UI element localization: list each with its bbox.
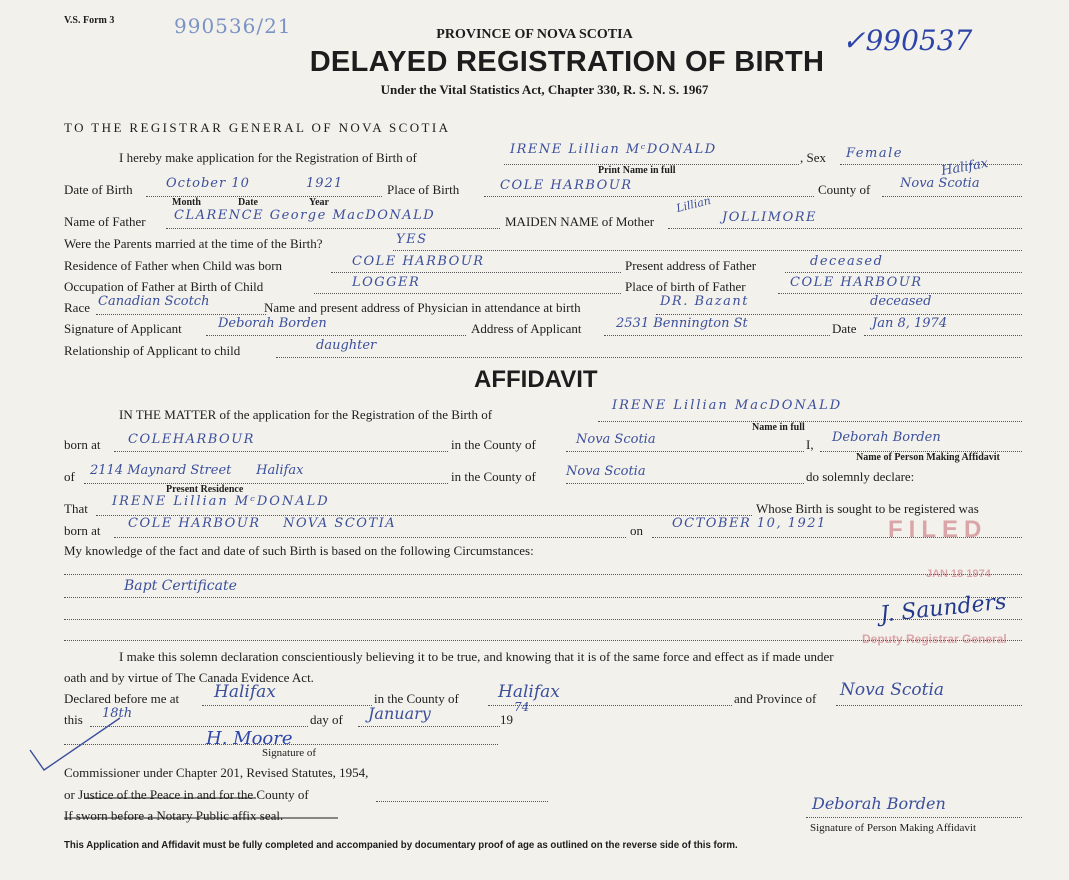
relationship-value[interactable]: daughter (316, 338, 377, 353)
county-note: Halifax (940, 156, 990, 179)
of-label: of (64, 469, 75, 484)
this-label: this (64, 712, 83, 727)
that-name-value[interactable]: IRENE Lillian MᶜDONALD (112, 494, 330, 509)
born-at-value[interactable]: COLEHARBOUR (128, 432, 255, 447)
applicant-address-value[interactable]: 2531 Bennington St (616, 316, 748, 331)
filed-stamp: FILED (888, 516, 988, 543)
declared-at-value[interactable]: Halifax (214, 682, 276, 702)
affidavit-county-value[interactable]: Nova Scotia (576, 432, 656, 447)
date-label: Date (832, 321, 857, 336)
day-value[interactable]: 18th (102, 706, 133, 721)
commissioner-label: Commissioner under Chapter 201, Revised Statutes, 1954, (64, 765, 369, 780)
affidavit-name-value[interactable]: IRENE Lillian MacDONALD (612, 398, 843, 413)
declared-county-value[interactable]: Halifax (498, 682, 560, 702)
occupation-value[interactable]: LOGGER (352, 275, 421, 290)
deponent-caption: Name of Person Making Affidavit (856, 452, 1000, 463)
father-value[interactable]: CLARENCE George MacDONALD (174, 208, 436, 223)
circumstances-value[interactable]: Bapt Certificate (124, 578, 237, 594)
married-value[interactable]: YES (396, 232, 428, 247)
dob-label: Date of Birth (64, 182, 133, 197)
affidavit-county2-value[interactable]: Nova Scotia (566, 464, 646, 479)
father-birthplace-value[interactable]: COLE HARBOUR (790, 275, 923, 290)
mother-first-value[interactable]: Lillian (674, 193, 713, 216)
day-of-label: day of (310, 712, 343, 727)
month-value[interactable]: January (368, 704, 431, 723)
born-at2-label: born at (64, 523, 101, 538)
declared-province-value[interactable]: Nova Scotia (840, 680, 945, 700)
deponent-signature-caption: Signature of Person Making Affidavit (810, 822, 976, 834)
applicant-signature-value[interactable]: Deborah Borden (218, 316, 327, 331)
sex-label: , Sex (800, 150, 826, 165)
present-address-value[interactable]: deceased (810, 254, 884, 269)
year-caption: Year (309, 197, 329, 208)
county-label: County of (818, 182, 871, 197)
year-suffix-value[interactable]: 74 (514, 700, 530, 714)
present-address-label: Present address of Father (625, 258, 757, 273)
name-in-full-caption: Name in full (752, 422, 805, 433)
pob-value[interactable]: COLE HARBOUR (500, 178, 633, 193)
month-caption: Month (172, 197, 201, 208)
signature-of-label: Signature of (262, 747, 317, 759)
deponent-signature[interactable]: Deborah Borden (812, 794, 946, 813)
whose-birth-label: Whose Birth is sought to be registered was (756, 501, 979, 516)
declared-label: Declared before me at (64, 691, 180, 706)
justice-label: or Justice of the Peace in and for the County of (64, 787, 309, 802)
notary-label: If sworn before a Notary Public affix seal. (64, 808, 284, 823)
province-title: PROVINCE OF NOVA SCOTIA (436, 27, 633, 42)
affidavit-residence-value[interactable]: 2114 Maynard Street Halifax (90, 463, 304, 478)
married-label: Were the Parents married at the time of the Birth? (64, 236, 323, 251)
in-county-label-2: in the County of (451, 469, 536, 484)
race-label: Race (64, 300, 90, 315)
addressee: TO THE REGISTRAR GENERAL OF NOVA SCOTIA (64, 120, 451, 135)
declare-label: do solemnly declare: (806, 469, 915, 484)
sex-value[interactable]: Female (846, 146, 903, 161)
hand-number-left: 990536/21 (174, 14, 292, 38)
intro-label: I hereby make application for the Registration of Birth of (119, 150, 417, 165)
footer-note: This Application and Affidavit must be fully completed and accompanied by documentary proof of age as outlined on the reverse side of this form. (64, 840, 738, 851)
occupation-label: Occupation of Father at Birth of Child (64, 279, 264, 294)
mother-label: MAIDEN NAME of Mother (505, 214, 655, 229)
on-label: on (630, 523, 643, 538)
residence-caption: Present Residence (166, 484, 244, 495)
physician-label: Name and present address of Physician in attendance at birth (264, 300, 581, 315)
physician-note: deceased (870, 294, 932, 309)
pob-label: Place of Birth (387, 182, 460, 197)
residence-value[interactable]: COLE HARBOUR (352, 254, 485, 269)
registrar-signature: J. Saunders (879, 589, 1008, 628)
signature-label: Signature of Applicant (64, 321, 182, 336)
in-county-label: in the County of (451, 437, 536, 452)
in-county-label-3: in the County of (374, 691, 459, 706)
form-subtitle: Under the Vital Statistics Act, Chapter 330, R. S. N. S. 1967 (380, 82, 709, 97)
declaration-line-1: I make this solemn declaration conscientiously believing it to be true, and knowing that it is of the same force and effect as if made under (119, 649, 834, 664)
i-label: I, (806, 437, 814, 452)
physician-value[interactable]: DR. Bazant (660, 294, 749, 309)
race-value[interactable]: Canadian Scotch (98, 294, 210, 309)
father-label: Name of Father (64, 214, 146, 229)
commissioner-signature: H. Moore (206, 728, 293, 749)
mother-value[interactable]: JOLLIMORE (722, 210, 818, 225)
deponent-value[interactable]: Deborah Borden (832, 430, 941, 445)
province-label: and Province of (734, 691, 817, 706)
child-name-value[interactable]: IRENE Lillian MᶜDONALD (510, 142, 717, 157)
knowledge-label: My knowledge of the fact and date of such Birth is based on the following Circumstances: (64, 543, 534, 558)
matter-label: IN THE MATTER of the application for the Registration of the Birth of (119, 407, 493, 422)
on-date-value[interactable]: OCTOBER 10, 1921 (672, 516, 827, 531)
dob-year-value[interactable]: 1921 (306, 176, 344, 191)
dob-month-value[interactable]: October 10 (166, 176, 250, 191)
form-number: V.S. Form 3 (64, 15, 115, 26)
form-title: DELAYED REGISTRATION OF BIRTH (309, 46, 825, 78)
year-prefix: 19 (500, 712, 513, 727)
county-value[interactable]: Nova Scotia (900, 176, 980, 191)
check-mark-stroke (30, 718, 120, 770)
date-value[interactable]: Jan 8, 1974 (872, 316, 948, 331)
born-at2-value[interactable]: COLE HARBOUR NOVA SCOTIA (128, 516, 397, 531)
hand-number-right: ✓990537 (842, 24, 973, 57)
stamp-date: JAN 18 1974 (926, 568, 991, 580)
residence-label: Residence of Father when Child was born (64, 258, 283, 273)
relationship-label: Relationship of Applicant to child (64, 343, 241, 358)
date-caption: Date (238, 197, 258, 208)
father-birthplace-label: Place of birth of Father (625, 279, 746, 294)
that-label: That (64, 501, 88, 516)
born-at-label: born at (64, 437, 101, 452)
applicant-address-label: Address of Applicant (471, 321, 582, 336)
stamp-office: Deputy Registrar General (862, 632, 1007, 646)
print-name-caption: Print Name in full (598, 165, 676, 176)
declaration-line-2: oath and by virtue of The Canada Evidence Act. (64, 670, 314, 685)
affidavit-heading: AFFIDAVIT (474, 366, 598, 393)
